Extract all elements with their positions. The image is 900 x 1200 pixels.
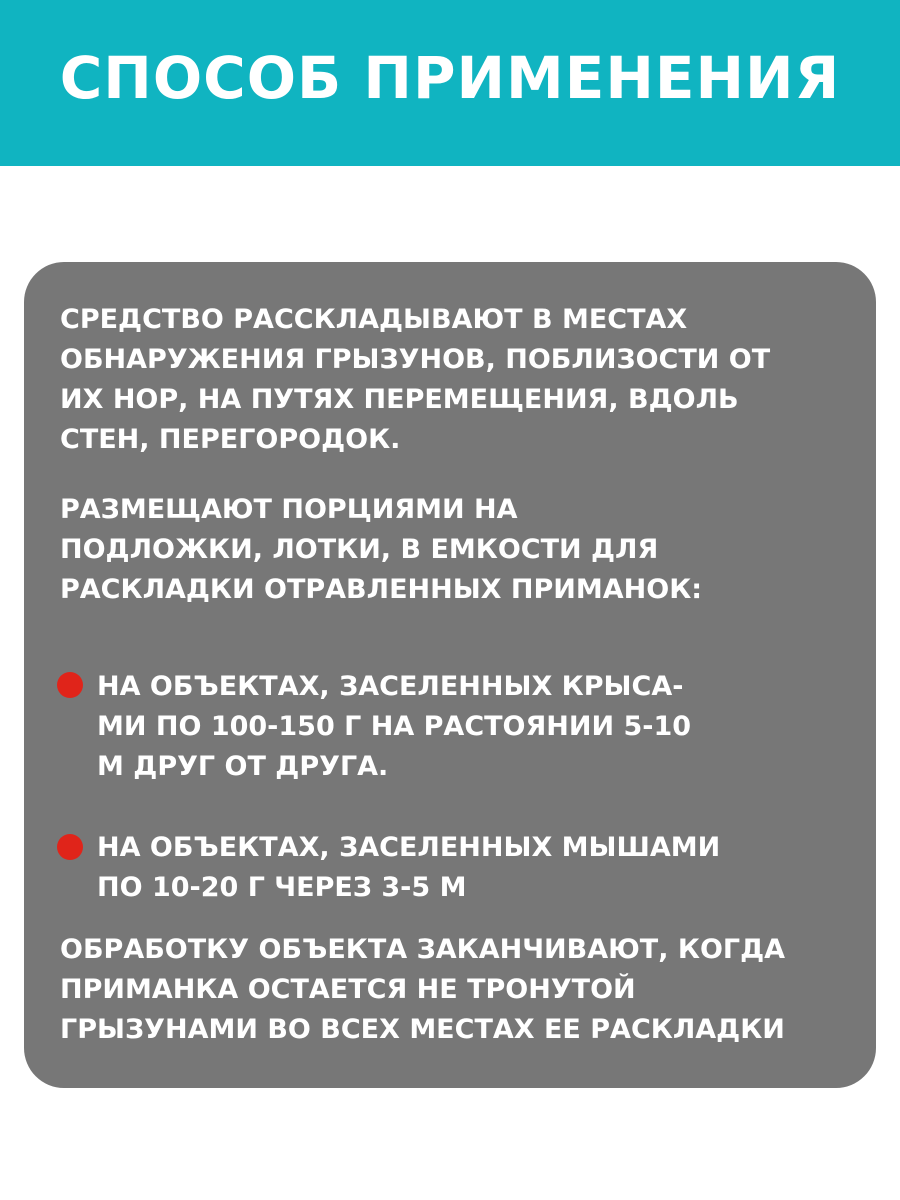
text-line: ИХ НОР, НА ПУТЯХ ПЕРЕМЕЩЕНИЯ, ВДОЛЬ [60, 384, 739, 415]
text-line: ГРЫЗУНАМИ ВО ВСЕХ МЕСТАХ ЕЕ РАСКЛАДКИ [60, 1014, 785, 1045]
text-line: МИ ПО 100-150 Г НА РАСТОЯНИИ 5-10 [97, 711, 692, 742]
text-line: ОБНАРУЖЕНИЯ ГРЫЗУНОВ, ПОБЛИЗОСТИ ОТ [60, 344, 771, 375]
text-line: ПОДЛОЖКИ, ЛОТКИ, В ЕМКОСТИ ДЛЯ [60, 534, 659, 565]
text-line: ПО 10-20 Г ЧЕРЕЗ 3-5 М [97, 872, 467, 903]
paragraph-portions [60, 490, 702, 610]
text-line: РАСКЛАДКИ ОТРАВЛЕННЫХ ПРИМАНОК: [60, 574, 703, 605]
text-line: ПРИМАНКА ОСТАЕТСЯ НЕ ТРОНУТОЙ [60, 974, 636, 1005]
text-line: М ДРУГ ОТ ДРУГА. [97, 751, 389, 782]
text-line: РАЗМЕЩАЮТ ПОРЦИЯМИ НА [60, 494, 518, 525]
text-line: СТЕН, ПЕРЕГОРОДОК. [60, 424, 401, 455]
text-line: НА ОБЪЕКТАХ, ЗАСЕЛЕННЫХ МЫШАМИ [97, 832, 721, 863]
text-line: НА ОБЪЕКТАХ, ЗАСЕЛЕННЫХ КРЫСА- [97, 671, 684, 702]
page-title: СПОСОБ ПРИМЕНЕНИЯ [59, 44, 841, 112]
bullet-dot-icon [57, 834, 83, 860]
header-banner [0, 0, 900, 166]
bullet-dot-icon [57, 672, 83, 698]
bullet-item-mice [97, 828, 720, 908]
text-line: ОБРАБОТКУ ОБЪЕКТА ЗАКАНЧИВАЮТ, КОГДА [60, 934, 786, 965]
text-line: СРЕДСТВО РАССКЛАДЫВАЮТ В МЕСТАХ [60, 304, 688, 335]
bullet-item-rats [97, 667, 691, 787]
paragraph-completion [60, 930, 785, 1050]
paragraph-placement [60, 300, 770, 460]
